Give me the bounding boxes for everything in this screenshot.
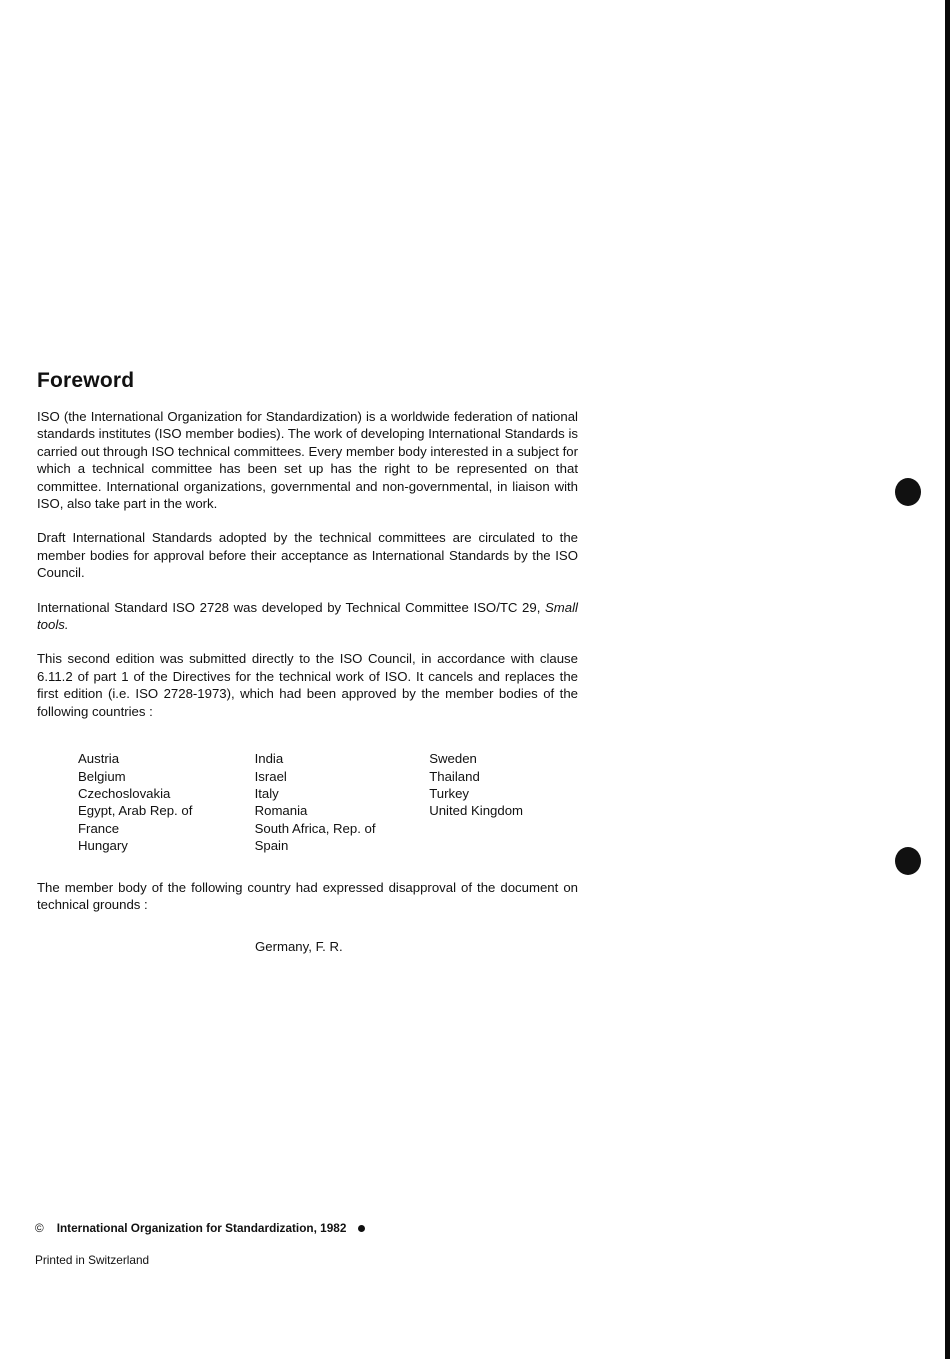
page-title: Foreword (37, 369, 135, 392)
country-item: South Africa, Rep. of (254, 820, 376, 836)
country-item: Belgium (78, 768, 126, 784)
country-item: Egypt, Arab Rep. of (78, 803, 193, 819)
disapproving-country: Germany, F. R. (255, 939, 343, 955)
country-column-1 (78, 750, 255, 854)
paragraph-iso-intro: ISO (the International Organization for Standardization) is a worldwide federation of national standards institutes (ISO member bodies). The work of developing International Standards is carried out through ISO technical committees. Every member body interested in a subject for which a technical committee has been set up has the right to be represented on that committee. International organizations, governmental and non-governmental, in liaison with ISO, also take part in the work. (37, 409, 578, 512)
punch-hole-top (895, 478, 921, 506)
country-column-2 (255, 750, 430, 854)
country-item: Sweden (429, 751, 477, 767)
country-item: Czechoslovakia (78, 785, 171, 801)
paragraph-disapproval: The member body of the following country had expressed disapproval of the document on technical grounds : (37, 879, 578, 912)
country-item: Thailand (429, 768, 480, 784)
country-item: India (254, 751, 284, 767)
punch-hole-bottom (895, 847, 921, 875)
paragraph-second-edition: This second edition was submitted directly to the ISO Council, in accordance with clause 6.11.2 of part 1 of the Directives for the technical work of ISO. It cancels and replaces the first edition (i.e. ISO 2728-1973), which had been approved by the member bodies of the following countries : (37, 651, 578, 719)
development-text: International Standard ISO 2728 was developed by Technical Committee ISO/TC 29, (37, 599, 541, 615)
committee-subject: Small tools. (37, 599, 578, 633)
country-item: Hungary (78, 838, 128, 854)
country-item: United Kingdom (429, 803, 524, 819)
country-item: Italy (254, 785, 279, 801)
approving-countries-list (78, 750, 578, 854)
country-item: Spain (254, 838, 289, 854)
country-item: Romania (254, 803, 308, 819)
copyright-notice (35, 1220, 365, 1236)
copyright-text: International Organization for Standardization, 1982 (56, 1221, 347, 1235)
paragraph-draft-standards: Draft International Standards adopted by the technical committees are circulated to the member bodies for approval before their acceptance as International Standards by the ISO Council. (37, 530, 578, 581)
foreword-section (37, 366, 578, 956)
copyright-symbol: © (35, 1221, 44, 1235)
country-column-3 (429, 750, 578, 854)
paragraph-development (37, 599, 578, 634)
page-edge-bar (945, 0, 950, 1359)
country-item: Austria (78, 751, 120, 767)
country-item: France (78, 820, 120, 836)
bullet-dot-icon (358, 1225, 365, 1232)
printed-in-notice: Printed in Switzerland (35, 1253, 150, 1267)
country-item: Israel (254, 768, 287, 784)
country-item: Turkey (429, 785, 470, 801)
